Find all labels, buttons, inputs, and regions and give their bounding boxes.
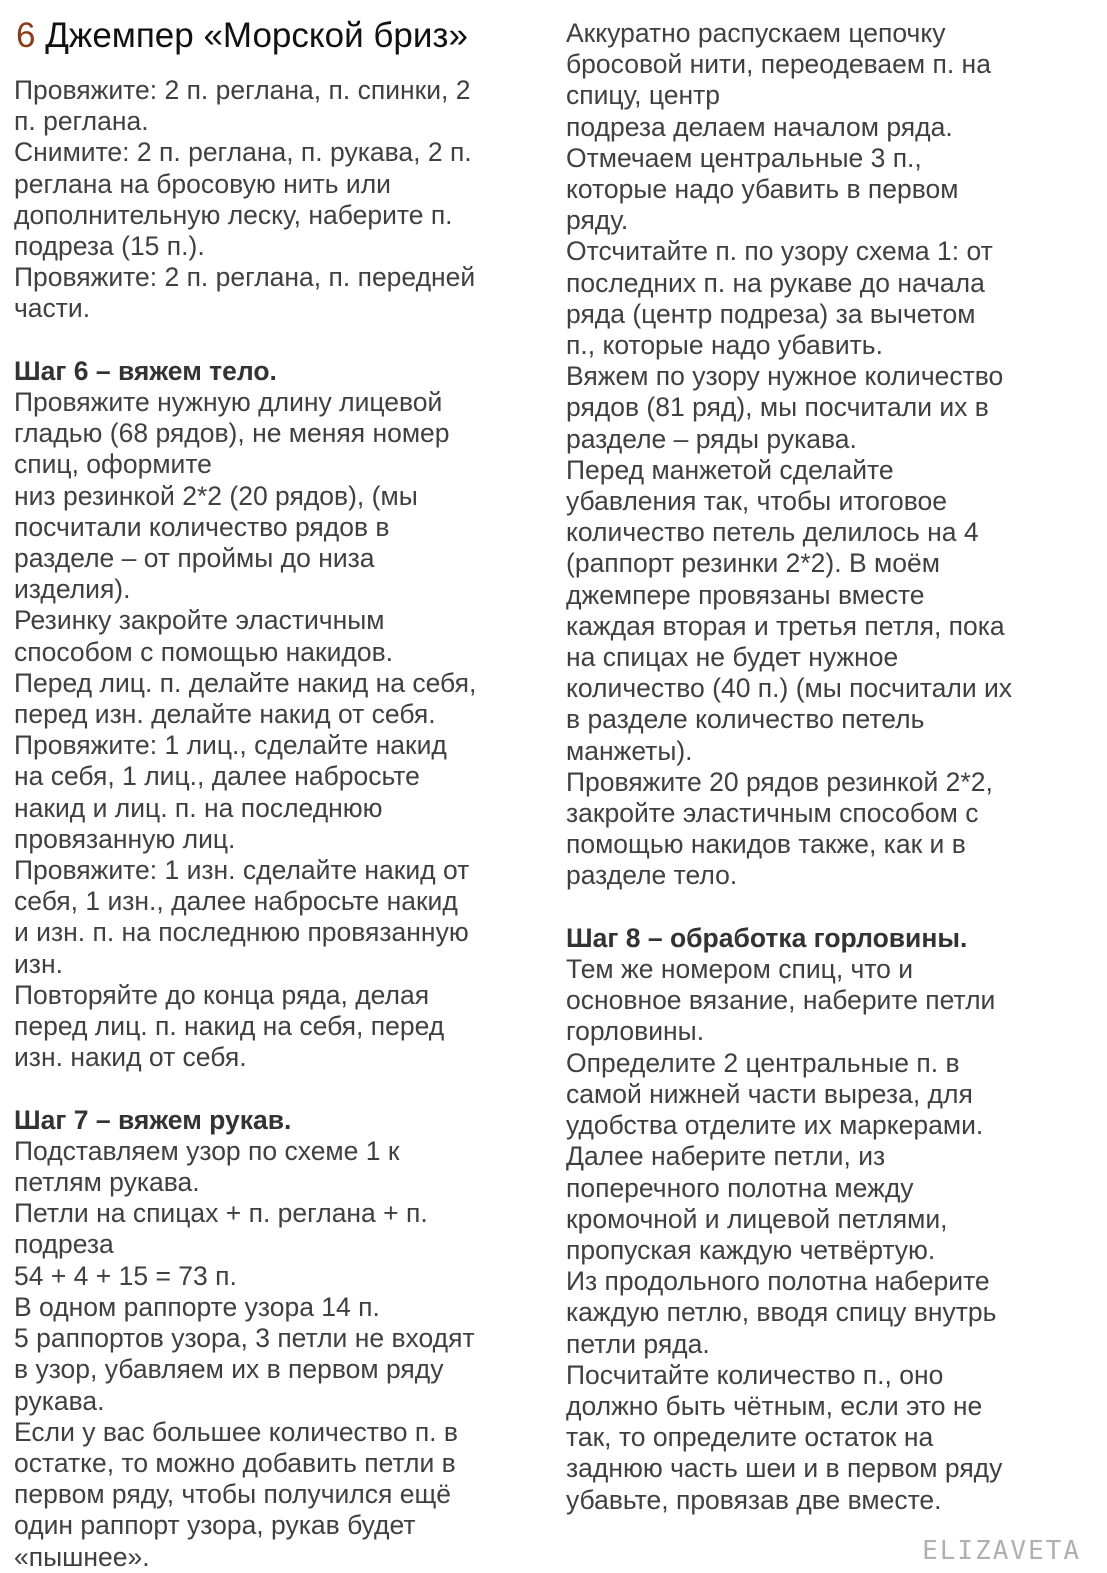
- text-line: изн.: [14, 948, 63, 979]
- text-line: бросовой нити, переодеваем п. на: [566, 49, 991, 80]
- text-line: количество петель делилось на 4: [566, 517, 979, 548]
- text-line: посчитали количество рядов в: [14, 511, 390, 542]
- text-line: «пышнее».: [14, 1541, 150, 1572]
- section-heading: Шаг 8 – обработка горловины.: [566, 922, 968, 953]
- text-line: последних п. на рукаве до начала: [566, 267, 985, 298]
- text-line: каждая вторая и третья петля, пока: [566, 610, 1005, 641]
- text-line: себя, 1 изн., далее набросьте накид: [14, 886, 458, 917]
- text-line: Провяжите нужную длину лицевой: [14, 387, 443, 418]
- text-line: ряда (центр подреза) за вычетом: [566, 298, 976, 329]
- text-line: которые надо убавить в первом: [566, 174, 959, 205]
- text-line: Провяжите: 2 п. реглана, п. передней: [14, 262, 476, 293]
- text-line: разделе – ряды рукава.: [566, 423, 857, 454]
- text-line: (раппорт резинки 2*2). В моём: [566, 548, 940, 579]
- text-line: Перед манжетой сделайте: [566, 454, 894, 485]
- text-line: Из продольного полотна наберите: [566, 1266, 990, 1297]
- text-line: Снимите: 2 п. реглана, п. рукава, 2 п.: [14, 137, 472, 168]
- text-line: манжеты).: [566, 735, 693, 766]
- text-line: Провяжите: 2 п. реглана, п. спинки, 2: [14, 75, 471, 105]
- left-column-text: [14, 75, 544, 1573]
- text-line: один раппорт узора, рукав будет: [14, 1510, 416, 1541]
- text-line: остатке, то можно добавить петли в: [14, 1447, 456, 1478]
- text-line: разделе тело.: [566, 860, 738, 891]
- text-line: изделия).: [14, 574, 131, 605]
- text-line: Определите 2 центральные п. в: [566, 1047, 960, 1078]
- text-line: Подставляем узор по схеме 1 к: [14, 1135, 400, 1166]
- text-line: петли ряда.: [566, 1328, 710, 1359]
- text-line: ряду.: [566, 205, 629, 236]
- text-line: реглана на бросовую нить или: [14, 168, 391, 199]
- text-line: удобства отделите их маркерами.: [566, 1110, 984, 1141]
- text-line: Резинку закройте эластичным: [14, 605, 385, 636]
- text-line: Если у вас большее количество п. в: [14, 1416, 458, 1447]
- text-line: Петли на спицах + п. реглана + п.: [14, 1198, 428, 1229]
- text-line: разделе – от проймы до низа: [14, 543, 375, 574]
- blank-line: [14, 1073, 544, 1104]
- text-line: подреза делаем началом ряда.: [566, 111, 953, 142]
- text-line: 5 раппортов узора, 3 петли не входят: [14, 1323, 475, 1354]
- right-column-text: [566, 18, 1086, 1516]
- text-line: рядов (81 ряд), мы посчитали их в: [566, 392, 989, 423]
- text-line: Провяжите 20 рядов резинкой 2*2,: [566, 766, 993, 797]
- text-line: Вяжем по узору нужное количество: [566, 361, 1004, 392]
- text-line: Повторяйте до конца ряда, делая: [14, 979, 430, 1010]
- text-line: джемпере провязаны вместе: [566, 579, 925, 610]
- section-heading: Шаг 6 – вяжем тело.: [14, 355, 277, 386]
- text-line: В одном раппорте узора 14 п.: [14, 1291, 380, 1322]
- text-line: провязанную лиц.: [14, 823, 236, 854]
- text-line: убавления так, чтобы итоговое: [566, 486, 948, 517]
- text-line: накид и лиц. п. на последнюю: [14, 792, 383, 823]
- text-line: Отсчитайте п. по узору схема 1: от: [566, 236, 993, 267]
- blank-line: [14, 325, 544, 356]
- text-line: кромочной и лицевой петлями,: [566, 1203, 948, 1234]
- text-line: перед лиц. п. накид на себя, перед: [14, 1011, 445, 1042]
- text-line: в разделе количество петель: [566, 704, 925, 735]
- title-number: 6: [16, 16, 36, 55]
- text-line: способом с помощью накидов.: [14, 636, 394, 667]
- text-line: убавьте, провязав две вместе.: [566, 1484, 942, 1515]
- text-line: закройте эластичным способом с: [566, 798, 979, 829]
- text-line: части.: [14, 293, 91, 324]
- text-line: дополнительную леску, наберите п.: [14, 199, 453, 230]
- text-line: Далее наберите петли, из: [566, 1141, 886, 1172]
- text-line: должно быть чётным, если это не: [566, 1390, 983, 1421]
- text-line: спицу, центр: [566, 80, 721, 111]
- text-line: основное вязание, наберите петли: [566, 985, 996, 1016]
- text-line: 54 + 4 + 15 = 73 п.: [14, 1260, 237, 1291]
- text-line: Тем же номером спиц, что и: [566, 954, 914, 985]
- text-line: и изн. п. на последнюю провязанную: [14, 917, 469, 948]
- text-line: на спицах не будет нужное: [566, 642, 899, 673]
- text-line: перед изн. делайте накид от себя.: [14, 699, 436, 730]
- text-line: Посчитайте количество п., оно: [566, 1359, 944, 1390]
- text-line: количество (40 п.) (мы посчитали их: [566, 673, 1013, 704]
- text-line: пропуская каждую четвёртую.: [566, 1234, 936, 1265]
- text-line: каждую петлю, вводя спицу внутрь: [566, 1297, 997, 1328]
- text-line: Провяжите: 1 лиц., сделайте накид: [14, 730, 447, 761]
- text-line: самой нижней части выреза, для: [566, 1078, 973, 1109]
- text-line: помощью накидов также, как и в: [566, 829, 966, 860]
- text-line: рукава.: [14, 1385, 105, 1416]
- text-line: подреза: [14, 1229, 114, 1260]
- text-line: на себя, 1 лиц., далее набросьте: [14, 761, 420, 792]
- text-line: изн. накид от себя.: [14, 1042, 247, 1073]
- text-line: низ резинкой 2*2 (20 рядов), (мы: [14, 480, 418, 511]
- text-line: Отмечаем центральные 3 п.,: [566, 142, 922, 173]
- page-title: [16, 14, 468, 58]
- text-line: горловины.: [566, 1016, 705, 1047]
- blank-line: [566, 892, 1086, 923]
- text-line: первом ряду, чтобы получился ещё: [14, 1479, 452, 1510]
- text-line: спиц, оформите: [14, 449, 212, 480]
- text-line: петлям рукава.: [14, 1167, 200, 1198]
- text-line: заднюю часть шеи и в первом ряду: [566, 1453, 1003, 1484]
- text-line: подреза (15 п.).: [14, 231, 205, 262]
- watermark: ELIZAVETA: [922, 1536, 1081, 1566]
- text-line: п. реглана.: [14, 106, 149, 137]
- title-text: Джемпер «Морской бриз»: [45, 16, 468, 55]
- text-line: поперечного полотна между: [566, 1172, 914, 1203]
- text-line: Провяжите: 1 изн. сделайте накид от: [14, 855, 470, 886]
- text-line: так, то определите остаток на: [566, 1422, 934, 1453]
- text-line: в узор, убавляем их в первом ряду: [14, 1354, 444, 1385]
- text-line: Аккуратно распускаем цепочку: [566, 18, 946, 48]
- text-line: гладью (68 рядов), не меняя номер: [14, 418, 450, 449]
- text-line: Перед лиц. п. делайте накид на себя,: [14, 667, 477, 698]
- section-heading: Шаг 7 – вяжем рукав.: [14, 1104, 292, 1135]
- text-line: п., которые надо убавить.: [566, 330, 883, 361]
